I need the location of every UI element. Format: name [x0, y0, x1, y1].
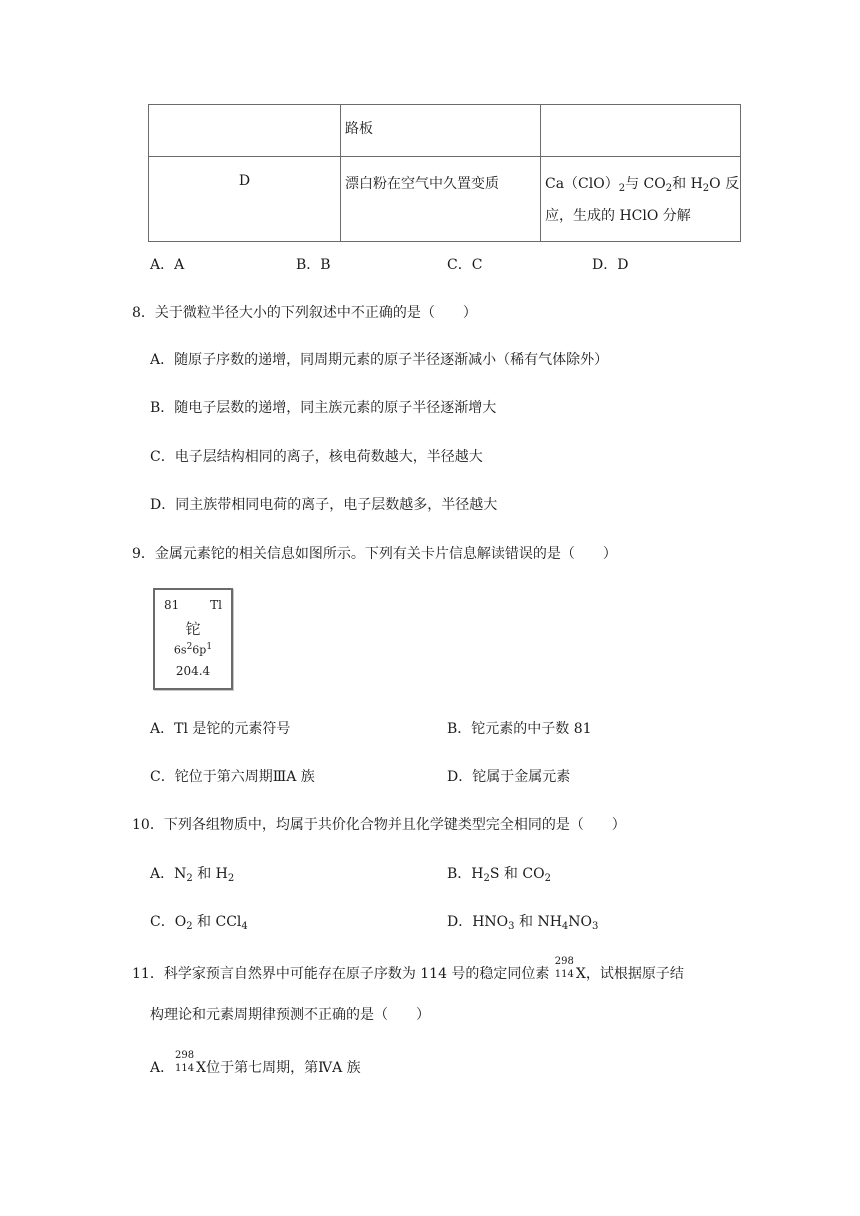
- q11-option-a: A． 298 114 X位于第七周期，第ⅣA 族: [150, 1050, 361, 1076]
- q10-option-d: D．$HNO_3$ 和 $NH_4NO_3$: [447, 914, 599, 932]
- q8-option-c: C．电子层结构相同的离子，核电荷数越大，半径越大: [150, 449, 483, 465]
- element-symbol: Tl: [210, 598, 222, 612]
- q10-option-a: A．$N_2$ 和 $H_2$: [150, 866, 235, 884]
- table-cell: 路板: [341, 105, 541, 157]
- q7-option-b: B．B: [296, 257, 331, 273]
- isotope-notation: 298 114: [554, 956, 574, 980]
- q7-option-a: A．A: [150, 257, 185, 273]
- q7-option-c: C．C: [447, 257, 483, 273]
- atomic-number: 81: [164, 598, 180, 612]
- table-cell: D: [149, 157, 341, 242]
- q9-option-a: A．Tl 是铊的元素符号: [150, 721, 291, 737]
- q10-option-b: B．$H_2S$ 和 $CO_2$: [447, 866, 551, 884]
- q8-stem: 8．关于微粒半径大小的下列叙述中不正确的是（ ）: [132, 305, 477, 321]
- cell-text: 和 H: [672, 176, 703, 192]
- q10-stem: 10．下列各组物质中，均属于共价化合物并且化学键类型完全相同的是（ ）: [132, 817, 626, 833]
- q10-option-c: C．$O_2$ 和 CCl$_4$: [150, 914, 248, 932]
- element-card-thallium: [153, 588, 233, 690]
- table-cell: [149, 105, 341, 157]
- electron-config: $6s^26p^1$: [173, 642, 213, 657]
- table-row: [149, 157, 741, 242]
- q8-option-d: D．同主族带相同电荷的离子，电子层数越多，半径越大: [150, 497, 498, 513]
- q11-stem: 11．科学家预言自然界中可能存在原子序数为 114 号的稳定同位素 298 114 X，试根据原子结: [132, 956, 684, 982]
- q7-option-d: D．D: [592, 257, 629, 273]
- subscript: 2: [665, 183, 673, 194]
- isotope-notation: 298 114: [175, 1050, 195, 1074]
- cell-text: 与 CO: [625, 176, 666, 192]
- table-cell: 漂白粉在空气中久置变质: [341, 157, 541, 242]
- atomic-mass: 204.4: [175, 664, 211, 678]
- subscript: 2: [618, 183, 626, 194]
- element-name: 铊: [185, 620, 201, 638]
- q9-stem: 9．金属元素铊的相关信息如图所示。下列有关卡片信息解读错误的是（ ）: [132, 546, 617, 562]
- q11-stem-line2: 构理论和元素周期律预测不正确的是（ ）: [150, 1007, 430, 1023]
- q8-option-b: B．随电子层数的递增，同主族元素的原子半径逐渐增大: [150, 400, 497, 416]
- table-cell: [541, 105, 741, 157]
- q9-option-c: C．铊位于第六周期ⅢA 族: [150, 769, 315, 785]
- q9-option-d: D．铊属于金属元素: [447, 769, 571, 785]
- table-row: [149, 105, 741, 157]
- cell-text: O 反: [709, 176, 740, 192]
- table-cell: [541, 157, 741, 242]
- cell-text: 应，生成的 HClO 分解: [545, 208, 691, 224]
- cell-text: Ca（ClO）: [545, 176, 619, 192]
- question-7-table: [148, 104, 741, 242]
- q8-option-a: A．随原子序数的递增，同周期元素的原子半径逐渐减小（稀有气体除外）: [150, 352, 609, 368]
- subscript: 2: [702, 183, 710, 194]
- q9-option-b: B．铊元素的中子数 81: [447, 721, 592, 737]
